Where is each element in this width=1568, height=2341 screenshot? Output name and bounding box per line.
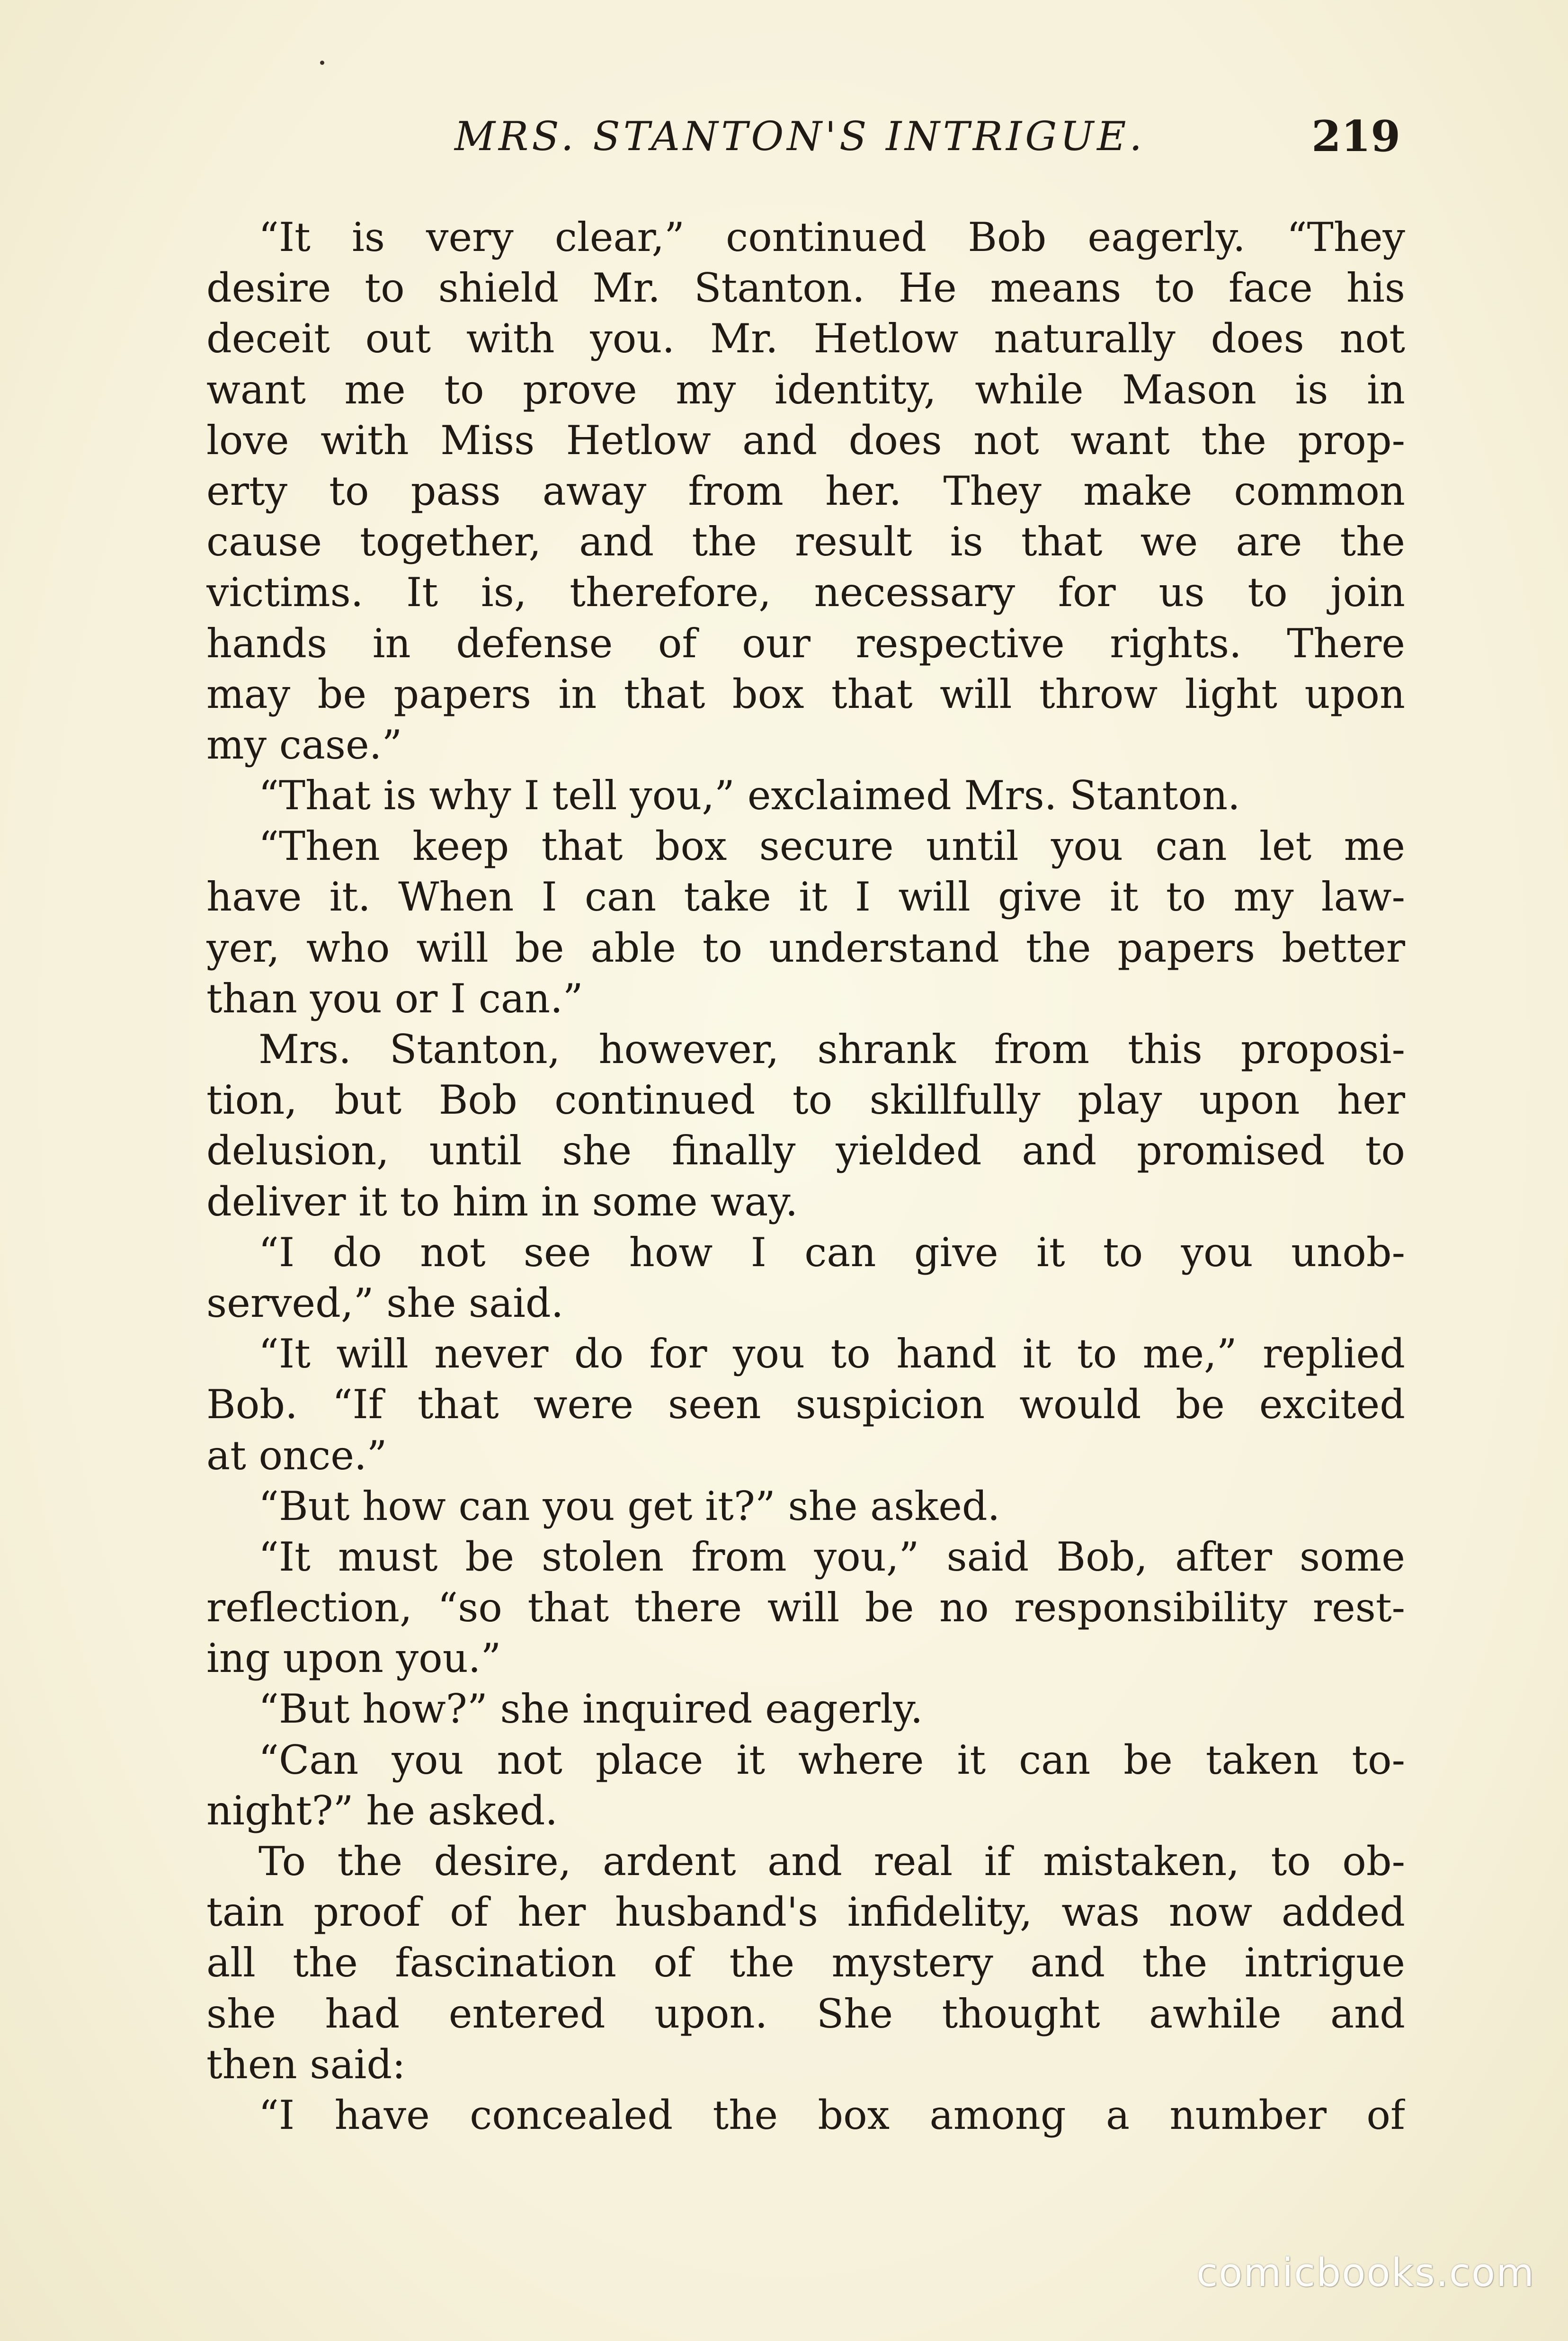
text-line: tion, but Bob continued to skillfully play upon her (206, 1077, 1405, 1124)
text-line: tain proof of her husband's infidelity, was now added (206, 1889, 1405, 1936)
text-line: have it. When I can take it I will give it to my law- (206, 874, 1405, 920)
text-line: all the fascination of the mystery and the intrigue (206, 1939, 1405, 1986)
text-line: deliver it to him in some way. (206, 1178, 798, 1225)
text-line: “It is very clear,” continued Bob eagerly. “They (258, 214, 1405, 260)
running-title: MRS. STANTON'S INTRIGUE. (454, 113, 1146, 160)
text-line: hands in defense of our respective rights. There (206, 620, 1405, 667)
text-line: deceit out with you. Mr. Hetlow naturally does not (206, 315, 1405, 362)
text-line: night?” he asked. (206, 1787, 558, 1834)
text-line: ing upon you.” (206, 1635, 501, 1682)
text-line: “Can you not place it where it can be taken to- (258, 1736, 1405, 1783)
text-line: at once.” (206, 1432, 387, 1479)
text-line: may be papers in that box that will throw light upon (206, 670, 1405, 717)
watermark: comicbooks.com (1196, 2251, 1535, 2296)
text-line: than you or I can.” (206, 975, 583, 1022)
text-line: “It must be stolen from you,” said Bob, after some (258, 1533, 1405, 1580)
text-line: my case.” (206, 721, 402, 768)
text-line: “I do not see how I can give it to you unob- (258, 1229, 1405, 1276)
text-line: then said: (206, 2041, 406, 2088)
text-line: reflection, “so that there will be no responsibility rest- (206, 1584, 1405, 1631)
text-line: love with Miss Hetlow and does not want the prop- (206, 417, 1405, 464)
text-line: want me to prove my identity, while Mason is in (206, 366, 1405, 413)
text-line: Bob. “If that were seen suspicion would be excited (206, 1381, 1405, 1428)
text-line: served,” she said. (206, 1279, 564, 1326)
text-line: “But how can you get it?” she asked. (258, 1483, 1000, 1529)
text-line: erty to pass away from her. They make common (206, 467, 1405, 514)
text-line: “That is why I tell you,” exclaimed Mrs. Stanton. (258, 772, 1240, 819)
text-line: “Then keep that box secure until you can let me (258, 823, 1405, 870)
text-line: delusion, until she finally yielded and promised to (206, 1127, 1405, 1174)
text-line: desire to shield Mr. Stanton. He means to face his (206, 265, 1405, 312)
page-number: 219 (1311, 111, 1400, 161)
text-line: cause together, and the result is that we are the (206, 518, 1405, 565)
text-line: “But how?” she inquired eagerly. (258, 1686, 923, 1733)
running-header (0, 108, 1568, 165)
text-line: “It will never do for you to hand it to me,” replied (258, 1331, 1405, 1377)
text-line: To the desire, ardent and real if mistaken, to ob- (258, 1838, 1405, 1885)
text-line: she had entered upon. She thought awhile and (206, 1990, 1405, 2037)
text-line: “I have concealed the box among a number of (258, 2091, 1405, 2138)
body-text (206, 212, 1405, 2141)
text-line: victims. It is, therefore, necessary for us to join (206, 569, 1405, 616)
text-line: yer, who will be able to understand the papers better (206, 924, 1405, 971)
text-line: Mrs. Stanton, however, shrank from this proposi- (258, 1026, 1405, 1072)
ink-speck (320, 61, 324, 65)
